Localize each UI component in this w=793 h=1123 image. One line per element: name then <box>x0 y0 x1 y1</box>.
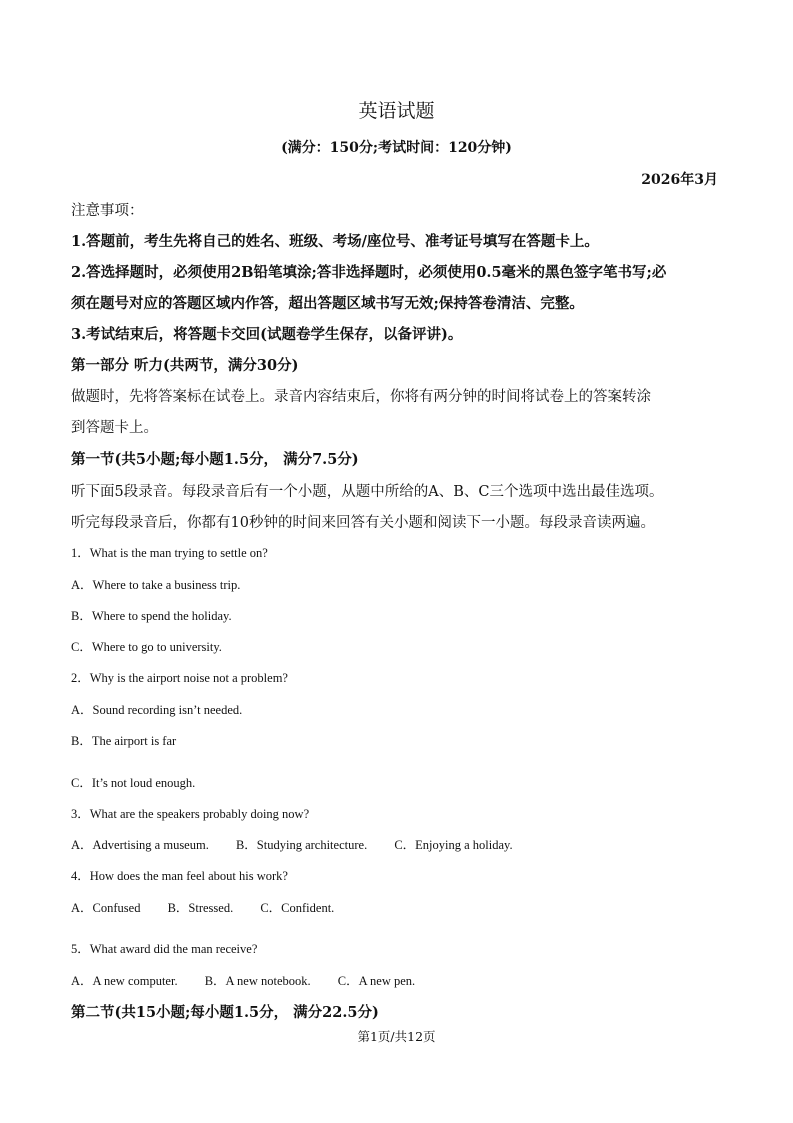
question-3-option-a: A．Advertising a museum. <box>71 838 209 852</box>
question-1-option-b: B．Where to spend the holiday. <box>71 609 232 623</box>
question-1-stem: 1．What is the man trying to settle on? <box>71 546 268 560</box>
question-4-option-b: B．Stressed. <box>167 901 234 915</box>
part1-intro-line-2: 到答题卡上。 <box>71 420 158 436</box>
exam-subtitle: (满分：150分;考试时间：120分钟) <box>281 140 512 156</box>
question-4-options <box>71 898 358 916</box>
question-5-options <box>71 971 439 989</box>
question-2-option-c: C．It’s not loud enough. <box>71 776 196 790</box>
notice-heading: 注意事项： <box>71 203 144 219</box>
question-3-option-b: B．Studying architecture. <box>235 838 368 852</box>
question-4-option-a: A．Confused <box>71 901 141 915</box>
question-3-options <box>71 835 537 853</box>
question-4-stem: 4．How does the man feel about his work? <box>71 869 288 883</box>
section1-instruction-line-2: 听完每段录音后，你都有10秒钟的时间来回答有关小题和阅读下一小题。每段录音读两遍。 <box>71 515 655 531</box>
exam-title: 英语试题 <box>358 100 435 122</box>
question-1-option-a: A．Where to take a business trip. <box>71 578 241 592</box>
question-2-option-b: B．The airport is far <box>71 734 177 748</box>
notice-item-3: 3.考试结束后，将答题卡交回(试题卷学生保存，以备评讲)。 <box>71 326 463 343</box>
question-5-stem: 5．What award did the man receive? <box>71 942 258 956</box>
notice-item-2-line-1: 2.答选择题时，必须使用2B铅笔填涂;答非选择题时，必须使用0.5毫米的黑色签字笔书写;必 <box>71 264 667 281</box>
question-5-option-b: B．A new notebook. <box>204 974 311 988</box>
page-footer: 第1页/共12页 <box>357 1029 436 1044</box>
part1-heading: 第一部分 听力(共两节，满分30分) <box>71 357 299 374</box>
question-3-option-c: C．Enjoying a holiday. <box>394 838 513 852</box>
question-4-option-c: C．Confident. <box>260 901 335 915</box>
question-5-option-c: C．A new pen. <box>337 974 416 988</box>
notice-item-1: 1.答题前，考生先将自己的姓名、班级、考场/座位号、准考证号填写在答题卡上。 <box>71 233 599 250</box>
section1-instruction-line-1: 听下面5段录音。每段录音后有一个小题，从题中所给的A、B、C三个选项中选出最佳选项。 <box>71 484 664 500</box>
question-2-option-a: A．Sound recording isn’t needed. <box>71 703 243 717</box>
section2-heading: 第二节(共15小题;每小题1.5分， 满分22.5分) <box>71 1004 379 1021</box>
exam-date: 2026年3月 <box>641 172 718 188</box>
part1-intro-line-1: 做题时，先将答案标在试卷上。录音内容结束后，你将有两分钟的时间将试卷上的答案转涂 <box>71 389 651 405</box>
question-5-option-a: A．A new computer. <box>71 974 178 988</box>
section1-heading: 第一节(共5小题;每小题1.5分， 满分7.5分) <box>71 451 359 468</box>
question-3-stem: 3．What are the speakers probably doing now? <box>71 807 310 821</box>
question-2-stem: 2．Why is the airport noise not a problem? <box>71 671 288 685</box>
question-1-option-c: C．Where to go to university. <box>71 640 222 654</box>
notice-item-2-line-2: 须在题号对应的答题区域内作答，超出答题区域书写无效;保持答卷清洁、完整。 <box>71 295 584 312</box>
